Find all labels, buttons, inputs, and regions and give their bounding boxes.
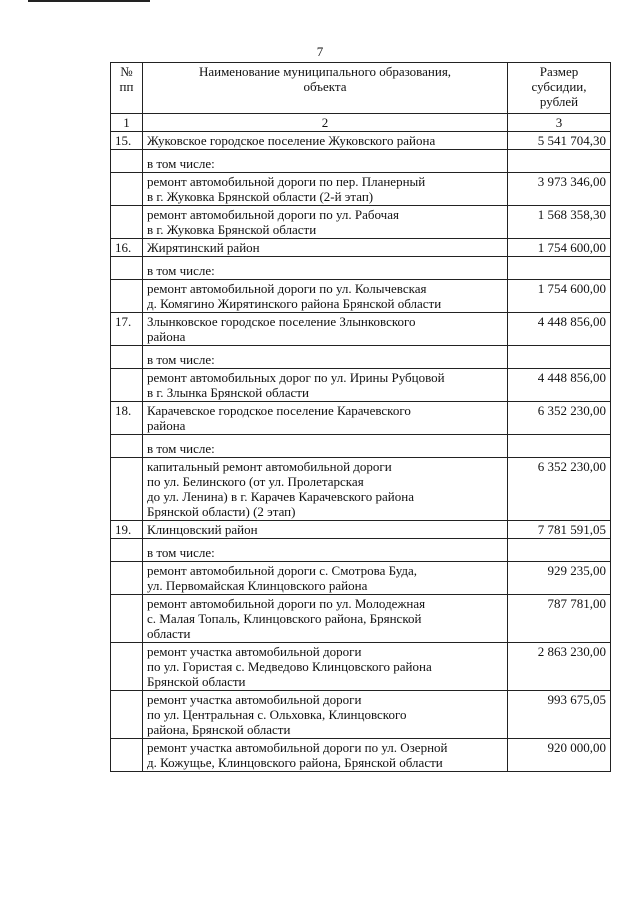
index-cell-1: 1	[111, 114, 143, 132]
table-row-object	[111, 280, 611, 313]
header-number-text: № пп	[119, 64, 134, 94]
row-amount	[508, 257, 611, 280]
row-name: ремонт автомобильной дороги по ул. Молодежная с. Малая Топаль, Клинцовского района, Брянской области	[143, 595, 508, 643]
row-name: ремонт автомобильной дороги по пер. Планерный в г. Жуковка Брянской области (2-й этап)	[143, 173, 508, 206]
row-number	[111, 173, 143, 206]
row-amount: 3 973 346,00	[508, 173, 611, 206]
row-amount: 1 754 600,00	[508, 239, 611, 257]
row-number	[111, 739, 143, 772]
row-number: 18.	[111, 402, 143, 435]
subsidy-table-body	[111, 63, 611, 772]
page-number: 7	[316, 44, 324, 59]
table-row-object	[111, 643, 611, 691]
row-name: Клинцовский район	[143, 521, 508, 539]
table-row-object	[111, 435, 611, 458]
subsidy-table	[110, 62, 611, 772]
index-cell-2: 2	[143, 114, 508, 132]
header-amount	[508, 63, 611, 114]
row-name: Жирятинский район	[143, 239, 508, 257]
row-number	[111, 369, 143, 402]
row-amount: 4 448 856,00	[508, 313, 611, 346]
row-number	[111, 206, 143, 239]
row-amount: 4 448 856,00	[508, 369, 611, 402]
top-rule	[28, 0, 150, 2]
row-amount	[508, 346, 611, 369]
table-row-object	[111, 691, 611, 739]
row-amount: 6 352 230,00	[508, 458, 611, 521]
table-row-object	[111, 150, 611, 173]
table-header-row	[111, 63, 611, 114]
row-name: ремонт участка автомобильной дороги по ул. Центральная с. Ольховка, Клинцовского района, Брянской области	[143, 691, 508, 739]
table-row-municipality	[111, 239, 611, 257]
row-name: в том числе:	[143, 257, 508, 280]
row-number	[111, 346, 143, 369]
header-name	[143, 63, 508, 114]
table-row-object	[111, 206, 611, 239]
row-number	[111, 691, 143, 739]
row-number	[111, 643, 143, 691]
row-name: ремонт автомобильной дороги по ул. Рабочая в г. Жуковка Брянской области	[143, 206, 508, 239]
table-row-object	[111, 562, 611, 595]
row-amount: 920 000,00	[508, 739, 611, 772]
row-number	[111, 458, 143, 521]
row-number	[111, 257, 143, 280]
row-number	[111, 280, 143, 313]
row-amount: 929 235,00	[508, 562, 611, 595]
header-number	[111, 63, 143, 114]
row-amount: 1 754 600,00	[508, 280, 611, 313]
table-row-municipality	[111, 402, 611, 435]
row-amount: 7 781 591,05	[508, 521, 611, 539]
row-name: ремонт участка автомобильной дороги по ул. Озерной д. Кожущье, Клинцовского района, Брянской области	[143, 739, 508, 772]
table-row-municipality	[111, 313, 611, 346]
row-number	[111, 150, 143, 173]
row-name: в том числе:	[143, 150, 508, 173]
table-row-object	[111, 739, 611, 772]
header-amount-text: Размер субсидии, рублей	[531, 64, 587, 109]
row-name: капитальный ремонт автомобильной дороги по ул. Белинского (от ул. Пролетарская до ул. Ленина) в г. Карачев Карачевского района Брянской области) (2 этап)	[143, 458, 508, 521]
row-number	[111, 539, 143, 562]
row-name: в том числе:	[143, 346, 508, 369]
row-name: ремонт автомобильной дороги по ул. Колычевская д. Комягино Жирятинского района Брянской области	[143, 280, 508, 313]
row-name: ремонт участка автомобильной дороги по ул. Гористая с. Медведово Клинцовского района Брянской области	[143, 643, 508, 691]
row-amount: 1 568 358,30	[508, 206, 611, 239]
row-amount: 5 541 704,30	[508, 132, 611, 150]
row-amount: 787 781,00	[508, 595, 611, 643]
row-amount	[508, 539, 611, 562]
row-name: ремонт автомобильных дорог по ул. Ирины Рубцовой в г. Злынка Брянской области	[143, 369, 508, 402]
row-amount: 6 352 230,00	[508, 402, 611, 435]
row-number: 15.	[111, 132, 143, 150]
row-number: 19.	[111, 521, 143, 539]
row-amount: 2 863 230,00	[508, 643, 611, 691]
table-row-object	[111, 369, 611, 402]
table-row-object	[111, 595, 611, 643]
table-row-object	[111, 539, 611, 562]
row-amount	[508, 435, 611, 458]
row-name: Жуковское городское поселение Жуковского района	[143, 132, 508, 150]
header-name-text: Наименование муниципального образования, объекта	[198, 64, 452, 94]
row-number: 16.	[111, 239, 143, 257]
row-number	[111, 562, 143, 595]
row-amount: 993 675,05	[508, 691, 611, 739]
table-row-object	[111, 173, 611, 206]
table-row-municipality	[111, 132, 611, 150]
row-number	[111, 595, 143, 643]
table-row-object	[111, 458, 611, 521]
table-row-object	[111, 257, 611, 280]
row-amount	[508, 150, 611, 173]
row-name: в том числе:	[143, 539, 508, 562]
row-name: Карачевское городское поселение Карачевского района	[143, 402, 508, 435]
row-name: в том числе:	[143, 435, 508, 458]
table-row-municipality	[111, 521, 611, 539]
row-name: ремонт автомобильной дороги с. Смотрова Буда, ул. Первомайская Клинцовского района	[143, 562, 508, 595]
column-index-row	[111, 114, 611, 132]
row-number: 17.	[111, 313, 143, 346]
row-number	[111, 435, 143, 458]
index-cell-3: 3	[508, 114, 611, 132]
table-row-object	[111, 346, 611, 369]
row-name: Злынковское городское поселение Злынковского района	[143, 313, 508, 346]
